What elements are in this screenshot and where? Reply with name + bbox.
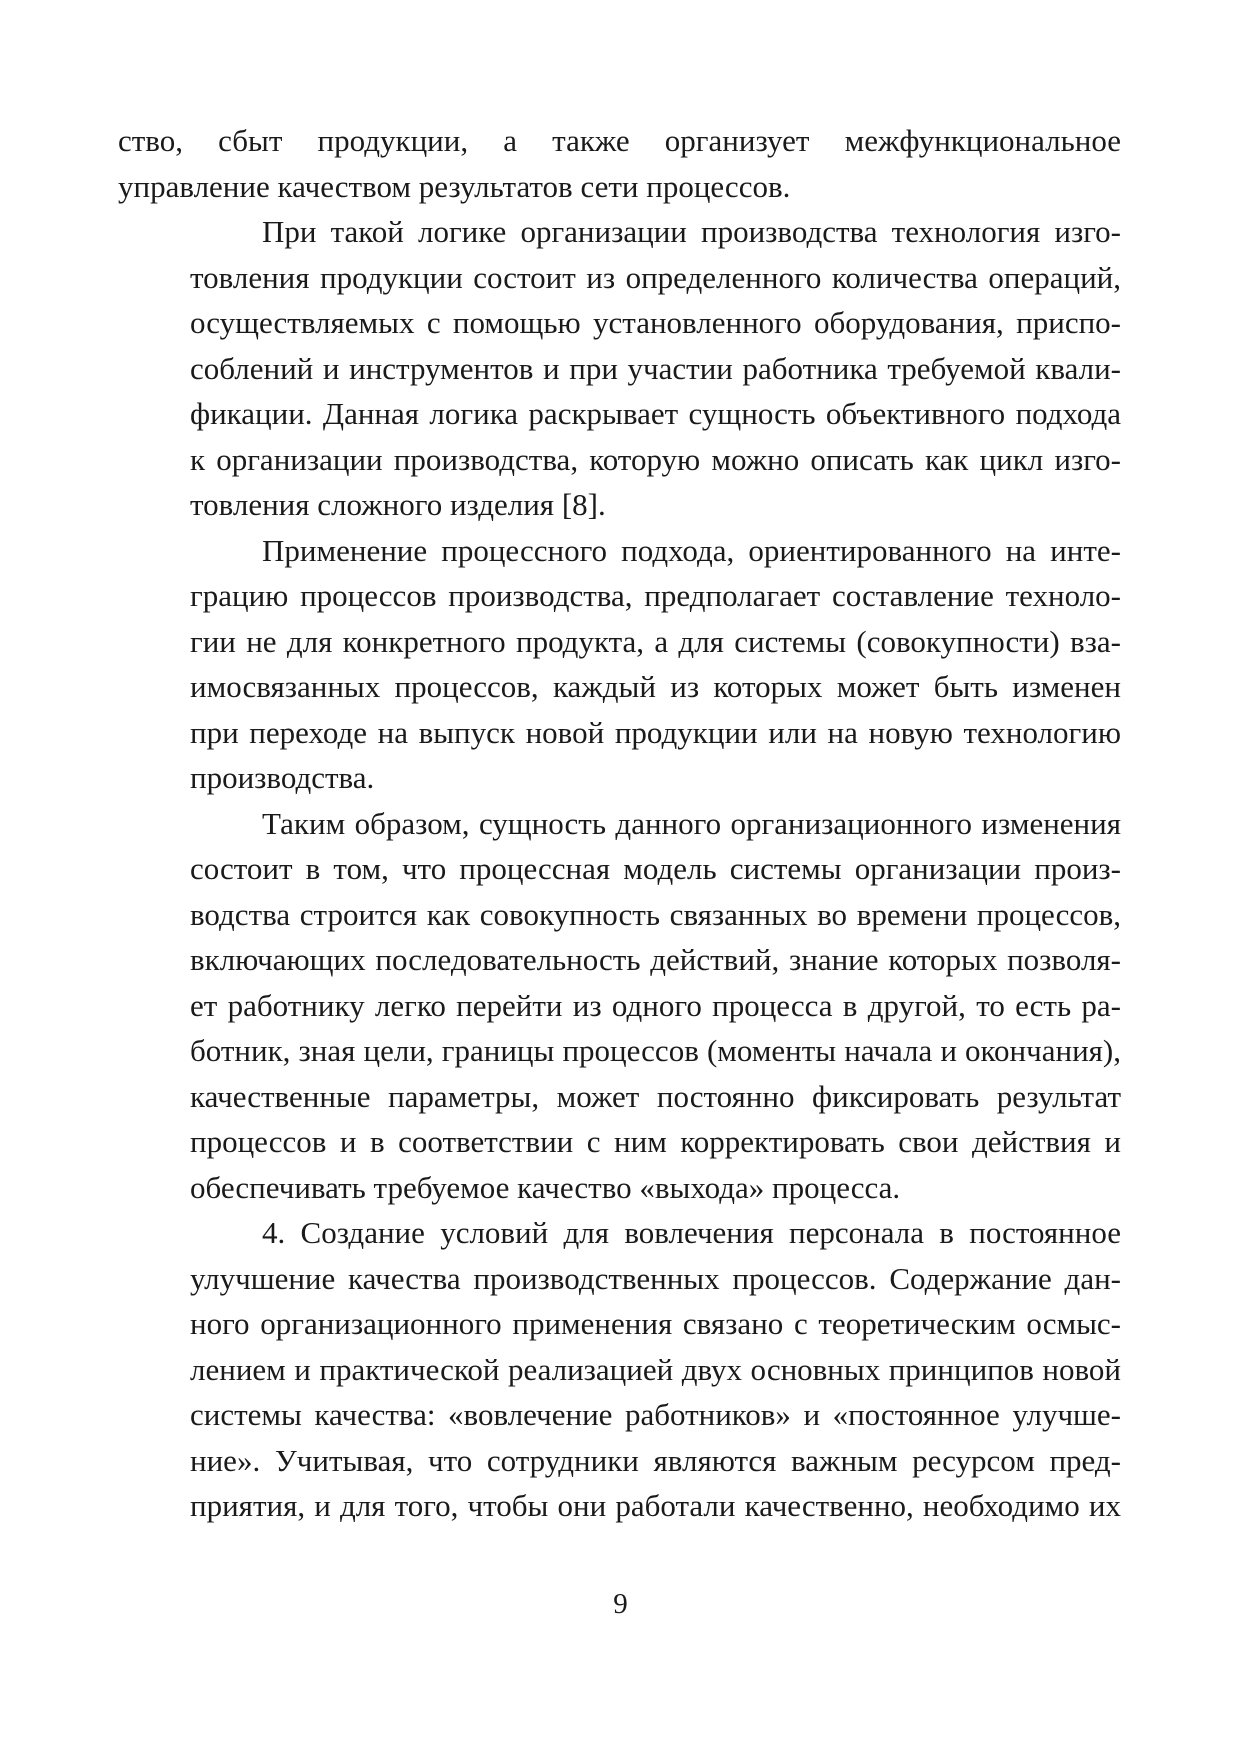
text-line: включающих последовательность действий, знание которых позволя- (190, 942, 1121, 977)
text-line: Таким образом, сущность данного организационного изменения (262, 805, 1121, 841)
text-line: водства строится как совокупность связанных во времени процессов, (190, 896, 1121, 932)
text-line: улучшение качества производственных процессов. Содержание дан- (190, 1260, 1121, 1296)
text-line: ние». Учитывая, что сотрудники являются важным ресурсом пред- (190, 1442, 1121, 1478)
text-line: При такой логике организации производства технология изго- (262, 214, 1121, 249)
text-line: осуществляемых с помощью установленного оборудования, приспо- (190, 305, 1121, 340)
text-line: имосвязанных процессов, каждый из которых может быть изменен (190, 669, 1121, 704)
text-line: фикации. Данная логика раскрывает сущность объективного подхода (190, 396, 1121, 431)
page-number: 9 (613, 1588, 628, 1620)
text-line: состоит в том, что процессная модель системы организации произ- (190, 851, 1121, 886)
paragraph (118, 801, 1121, 1211)
text-line: качественные параметры, может постоянно фиксировать результат (190, 1078, 1121, 1114)
text-line: гии не для конкретного продукта, а для системы (совокупности) вза- (190, 623, 1121, 659)
text-line: товления сложного изделия [8]. (190, 487, 606, 522)
text-line: лением и практической реализацией двух основных принципов новой (190, 1351, 1121, 1387)
text-line: обеспечивать требуемое качество «выхода» процесса. (190, 1169, 901, 1205)
paragraph (118, 118, 1121, 209)
text-line: ботник, зная цели, границы процессов (моменты начала и окончания), (190, 1033, 1121, 1068)
text-line: к организации производства, которую можно описать как цикл изго- (190, 441, 1121, 477)
text-line: ного организационного применения связано с теоретическим осмыс- (190, 1306, 1121, 1341)
text-line: системы качества: «вовлечение работников» и «постоянное улучше- (190, 1397, 1121, 1432)
paragraph (118, 528, 1121, 801)
paragraph (118, 209, 1121, 528)
text-line: управление качеством результатов сети процессов. (118, 168, 791, 204)
text-line: соблений и инструментов и при участии работника требуемой квали- (190, 350, 1121, 386)
paragraph (118, 1210, 1121, 1529)
text-line: приятия, и для того, чтобы они работали качественно, необходимо их (190, 1488, 1121, 1523)
text-line: производства. (190, 760, 375, 795)
text-line: ет работнику легко перейти из одного процесса в другой, то есть ра- (190, 987, 1121, 1023)
text-line: 4. Создание условий для вовлечения персонала в постоянное (262, 1215, 1121, 1250)
text-line: грацию процессов производства, предполагает составление техноло- (190, 578, 1121, 613)
text-line: при переходе на выпуск новой продукции или на новую технологию (190, 714, 1121, 750)
body-text (118, 118, 1121, 1529)
text-line: ство, сбыт продукции, а также организует межфункциональное (118, 123, 1121, 158)
text-line: товления продукции состоит из определенного количества операций, (190, 259, 1121, 295)
text-line: Применение процессного подхода, ориентированного на инте- (262, 532, 1121, 568)
text-line: процессов и в соответствии с ним корректировать свои действия и (190, 1124, 1121, 1159)
